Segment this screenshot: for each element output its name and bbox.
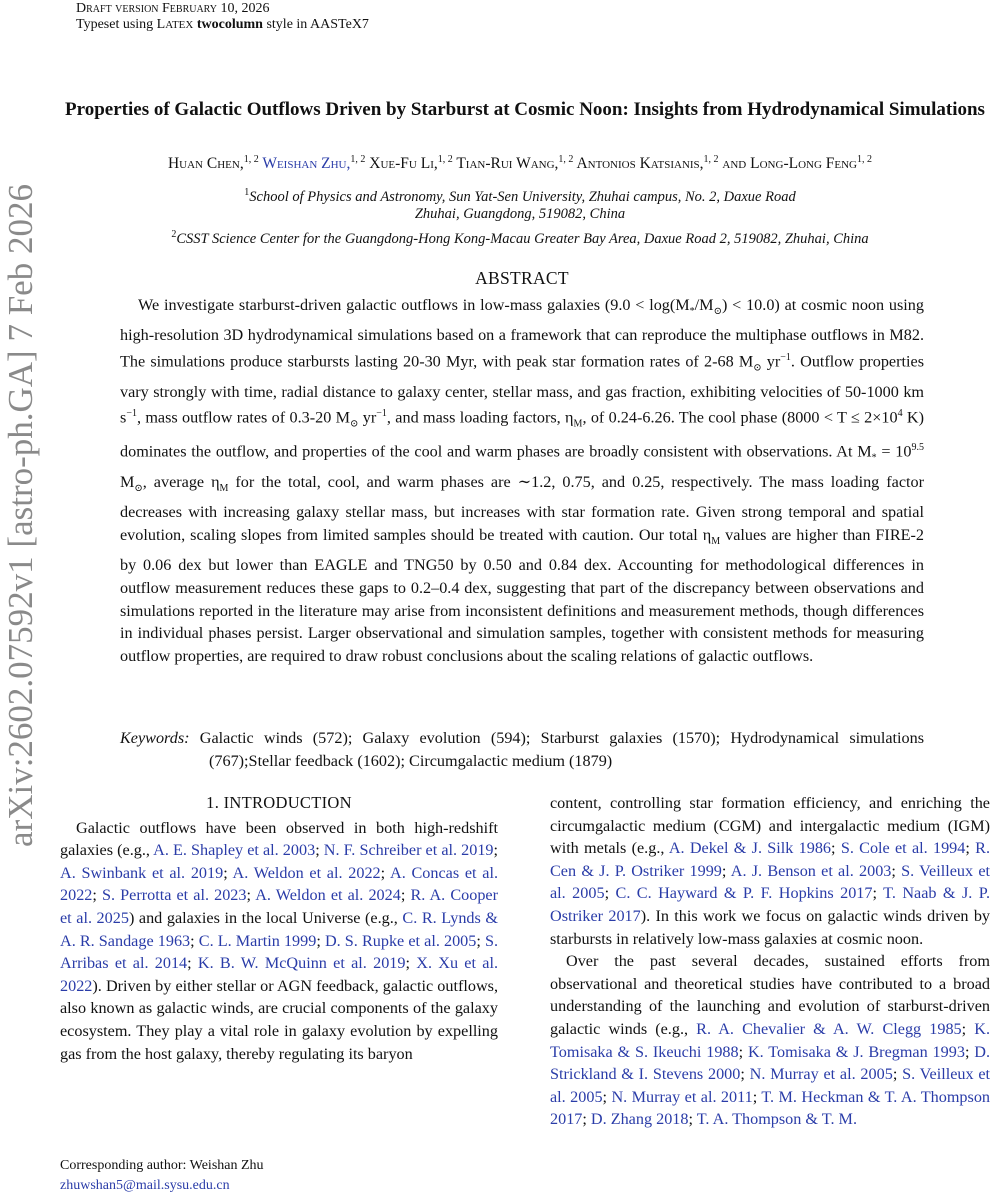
citation-link[interactable]: D. Zhang 2018 [590, 1110, 689, 1129]
citation-link[interactable]: C. L. Martin 1999 [198, 931, 317, 950]
citation-link[interactable]: N. Murray et al. 2005 [749, 1065, 893, 1084]
citation-link[interactable]: A. Dekel & J. Silk 1986 [668, 839, 832, 858]
citation-link[interactable]: R. Cen & J. P. Ostriker 1999 [550, 839, 990, 880]
section-heading: 1. INTRODUCTION [206, 793, 352, 812]
corresponding-author: Corresponding author: Weishan Zhu [60, 1158, 264, 1173]
citation-link[interactable]: A. E. Shapley et al. 2003 [153, 841, 316, 860]
citation-link[interactable]: C. R. Lynds & A. R. Sandage 1963 [60, 908, 498, 950]
citation-link[interactable]: A. Concas et al. 2022 [60, 863, 498, 905]
citation-link[interactable]: D. Strickland & I. Stevens 2000 [550, 1042, 990, 1084]
citation-link[interactable]: A. J. Benson et al. 2003 [730, 861, 892, 880]
author-link[interactable]: Weishan Zhu, [262, 155, 351, 173]
draft-version: Draft version February 10, 2026 [76, 1, 270, 16]
latex-logo: ATEX [165, 19, 194, 31]
intro-paragraph-1-cont: content, controlling star formation efficiency, and enriching the circumgalactic medium (CGM) and intergalactic medium (IGM) with metals (e.g., A. Dekel & J. Silk 1986; S. Cole et al. 1994; R. Cen & J. P. Ostriker 1999; A. J. Benson et al. 2003; S. Veilleux et al. 2005; C. C. Hayward & P. F. Hopkins 2017; T. Naab & J. P. Ostriker 2017). In this work we focus on galactic winds driven by starbursts in relatively low-mass galaxies at cosmic noon. [550, 794, 990, 948]
affiliation-1-line2: Zhuhai, Guangdong, 519082, China [414, 206, 626, 222]
citation-link[interactable]: N. F. Schreiber et al. 2019 [323, 841, 494, 860]
author-list: Huan Chen,$^{1, 2}$ Weishan Zhu,$^{1, 2}$ Xue-Fu Li,$^{1, 2}$ Tian-Rui Wang,$^{1, 2}$ Antonios Katsianis,$^{1, 2}$ and Long-Long Feng$^{1, 2}$ [167, 154, 873, 173]
abstract-heading: ABSTRACT [475, 268, 569, 288]
citation-link[interactable]: D. S. Rupke et al. 2005 [324, 931, 477, 950]
citation-link[interactable]: S. Perrotta et al. 2023 [101, 886, 247, 905]
left-column [60, 792, 498, 1065]
citation-link[interactable]: C. C. Hayward & P. F. Hopkins 2017 [615, 884, 873, 903]
abstract-body: We investigate starburst-driven galactic outflows in low-mass galaxies $(9.0 < \log(M_*/M_⊙) < 10.0)$ at cosmic noon using high-resolution 3D hydrodynamical simulations based on a framework that can reproduce the multiphase outflows in M82. The simulations produce starbursts lasting 20-30 Myr, with peak star formation rates of 2-68 $M_⊙$ $yr^{-1}$. Outflow properties vary strongly with time, radial distance to galaxy center, stellar mass, and gas fraction, exhibiting velocities of 50-1000 km $s^{-1}$, mass outflow rates of 0.3-20 $M_⊙$ $yr^{-1}$, and mass loading factors, $\eta_M$, of 0.24-6.26. The cool phase ($8000 < T \le 2\times 10^4$ K) dominates the outflow, and properties of the cool and warm phases are broadly consistent with observations. At $M_* = 10^{9.5}$ $M_⊙$, average $\eta_M$ for the total, cool, and warm phases are ∼1.2, 0.75, and 0.25, respectively. The mass loading factor decreases with increasing galaxy stellar mass, but increases with star formation rate. Given strong temporal and spatial evolution, scaling slopes from limited samples should be treated with caution. Our total $\eta_M$ values are higher than FIRE-2 by 0.06 dex but lower than EAGLE and TNG50 by 0.50 and 0.84 dex. Accounting for methodological differences in outflow measurement reduces these gaps to 0.2–0.4 dex, suggesting that part of the discrepancy between observations and simulations reported in the literature may arise from inconsistent definitions and measurement methods, though differences in individual phases persist. Larger observational and simulation samples, together with consistent methods for measuring outflow properties, are required to draw robust conclusions about the scaling relations of galactic outflows. [120, 296, 925, 666]
citation-link[interactable]: S. Veilleux et al. 2005 [550, 1065, 990, 1106]
keywords-label: Keywords: [120, 729, 190, 747]
citation-link[interactable]: T. A. Thompson & T. M. [696, 1110, 857, 1129]
keywords-text: Galactic winds (572); Galaxy evolution (594); Starburst galaxies (1570); Hydrodynamical simulations (767);Stellar feedback (1602); Circumgalactic medium (1879) [199, 729, 925, 770]
citation-link[interactable]: N. Murray et al. 2011 [611, 1087, 753, 1106]
citation-link[interactable]: X. Xu et al. 2022 [60, 954, 498, 995]
citation-link[interactable]: K. Tomisaka & J. Bregman 1993 [747, 1042, 965, 1061]
citation-link[interactable]: T. Naab & J. P. Ostriker 2017 [550, 884, 990, 925]
footnote [60, 1156, 500, 1196]
citation-link[interactable]: S. Arribas et al. 2014 [60, 931, 499, 973]
intro-paragraph-2: Over the past several decades, sustained efforts from observational and theoretical studies have contributed to a broad understanding of the launching and evolution of starburst-driven galactic winds (e.g., R. A. Chevalier & A. W. Clegg 1985; K. Tomisaka & S. Ikeuchi 1988; K. Tomisaka & J. Bregman 1993; D. Strickland & I. Stevens 2000; N. Murray et al. 2005; S. Veilleux et al. 2005; N. Murray et al. 2011; T. M. Heckman & T. A. Thompson 2017; D. Zhang 2018; T. A. Thompson & T. M. [550, 952, 990, 1129]
citation-link[interactable]: A. Swinbank et al. 2019 [60, 863, 224, 882]
citation-link[interactable]: A. Weldon et al. 2022 [232, 863, 381, 882]
email-link[interactable]: zhuwshan5@mail.sysu.edu.cn [60, 1178, 230, 1193]
keywords [120, 727, 924, 773]
typeset-note: Typeset using LATEX twocolumn style in AASTeX7 [76, 17, 369, 32]
arxiv-stamp: arXiv:2602.07592v1 [astro-ph.GA] 7 Feb 2026 [1, 184, 40, 847]
affiliation-1: $^1$School of Physics and Astronomy, Sun Yat-Sen University, Zhuhai campus, No. 2, Daxue Road [244, 187, 796, 205]
citation-link[interactable]: R. A. Cooper et al. 2025 [60, 886, 498, 927]
intro-paragraph-1: Galactic outflows have been observed in both high-redshift galaxies (e.g., A. E. Shapley et al. 2003; N. F. Schreiber et al. 2019; A. Swinbank et al. 2019; A. Weldon et al. 2022; A. Concas et al. 2022; S. Perrotta et al. 2023; A. Weldon et al. 2024; R. A. Cooper et al. 2025) and galaxies in the local Universe (e.g., C. R. Lynds & A. R. Sandage 1963; C. L. Martin 1999; D. S. Rupke et al. 2005; S. Arribas et al. 2014; K. B. W. McQuinn et al. 2019; X. Xu et al. 2022). Driven by either stellar or AGN feedback, galactic outflows, also known as galactic winds, are crucial components of the galaxy ecosystem. They play a vital role in galaxy evolution by expelling gas from the host galaxy, thereby regulating its baryon [60, 818, 499, 1063]
citation-link[interactable]: A. Weldon et al. 2024 [255, 886, 401, 905]
citation-link[interactable]: S. Cole et al. 1994 [840, 839, 966, 858]
citation-link[interactable]: S. Veilleux et al. 2005 [550, 861, 990, 903]
paper-title: Properties of Galactic Outflows Driven by Starburst at Cosmic Noon: Insights from Hydrodynamical Simulations [65, 99, 985, 120]
citation-link[interactable]: K. Tomisaka & S. Ikeuchi 1988 [550, 1019, 990, 1061]
right-column [550, 792, 990, 1131]
citation-link[interactable]: R. A. Chevalier & A. W. Clegg 1985 [696, 1019, 962, 1038]
citation-link[interactable]: K. B. W. McQuinn et al. 2019 [197, 954, 406, 973]
affiliation-2: $^2$CSST Science Center for the Guangdong-Hong Kong-Macau Greater Bay Area, Daxue Road 2, 519082, Zhuhai, China [171, 229, 869, 247]
citation-link[interactable]: T. M. Heckman & T. A. Thompson 2017 [550, 1087, 990, 1129]
